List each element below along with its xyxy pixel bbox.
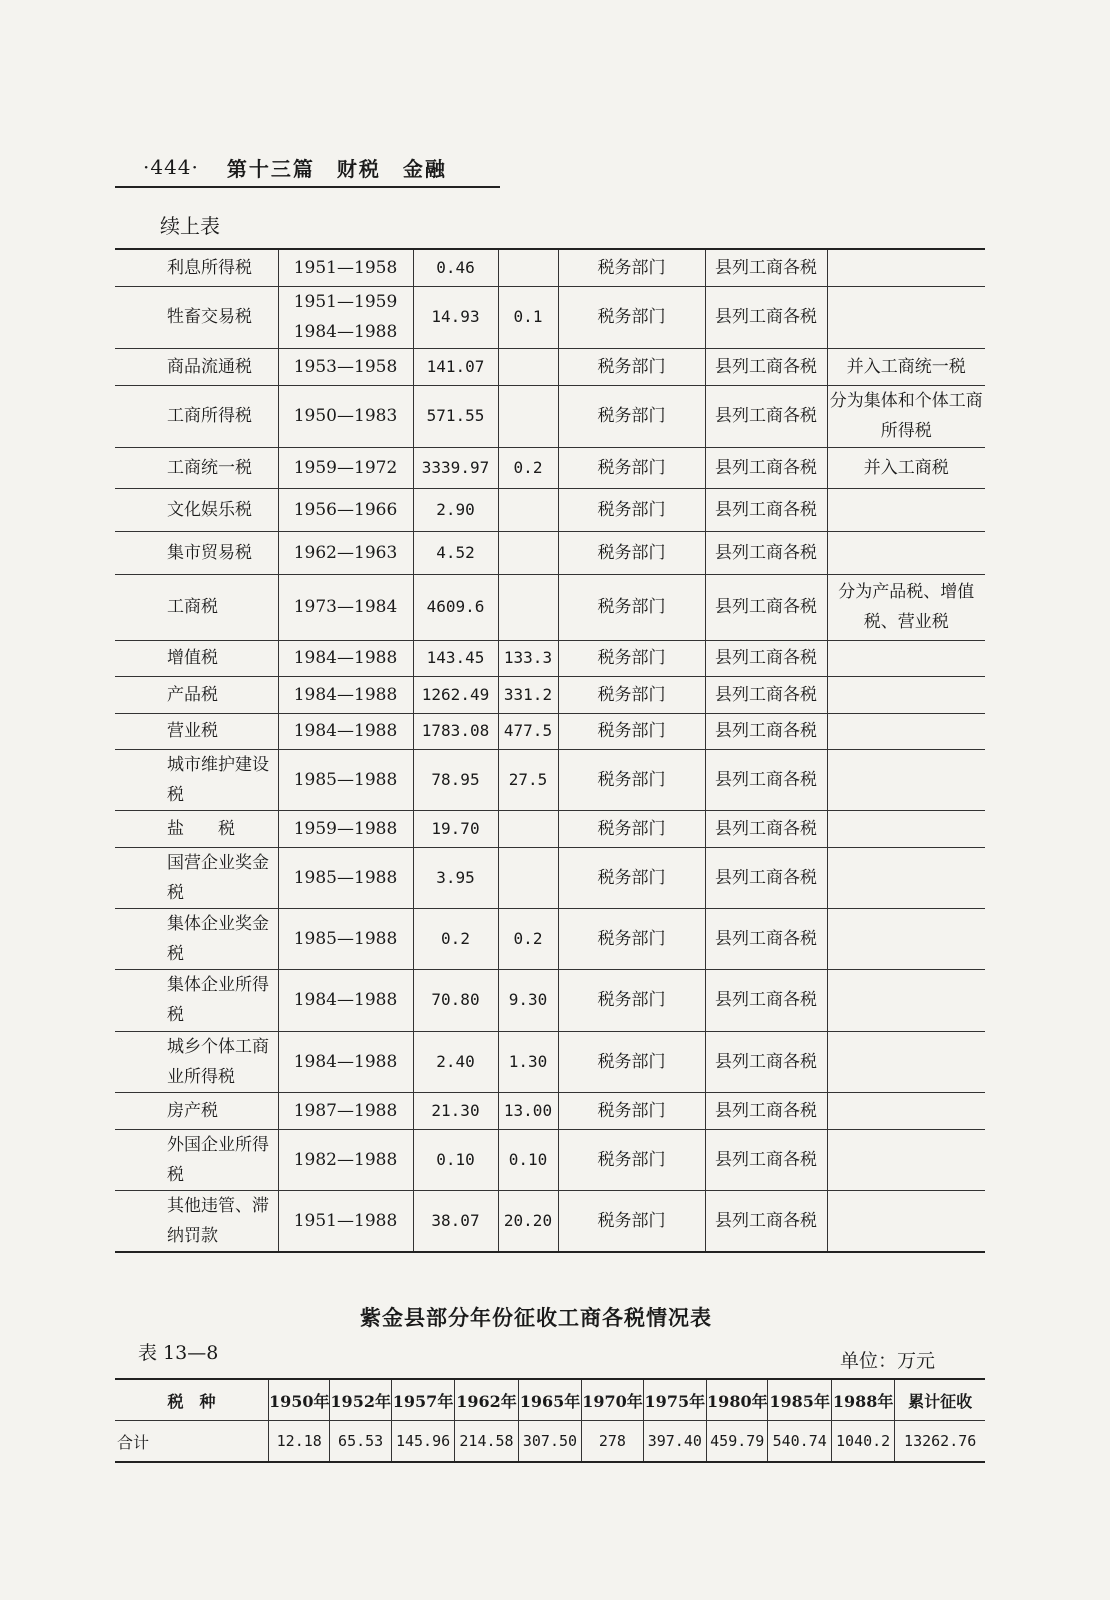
table-row: [115, 488, 985, 531]
table-cell: 459.79: [707, 1421, 768, 1463]
period: [278, 385, 413, 447]
table-row: [115, 531, 985, 574]
tax-name: 城乡个体工商业所得税: [115, 1031, 278, 1092]
amount: 1783.08: [413, 713, 498, 749]
period: [278, 969, 413, 1031]
table-row: [115, 1129, 985, 1190]
amount: 0.2: [413, 908, 498, 969]
period-range: 1950—1983: [293, 406, 398, 426]
department: 税务部门: [558, 385, 705, 447]
tax-name: 外国企业所得税: [115, 1129, 278, 1190]
amount: 3.95: [413, 847, 498, 908]
amount-1988: 27.5: [498, 749, 558, 810]
tax-name: 营业税: [115, 713, 278, 749]
table-cell: 214.58: [455, 1421, 518, 1463]
period-range: 1951—1959: [293, 292, 398, 312]
category: 县列工商各税: [705, 713, 827, 749]
table-row: [115, 574, 985, 640]
column-header: 1952年: [330, 1379, 391, 1421]
amount: 571.55: [413, 385, 498, 447]
note: 并入工商统一税: [827, 348, 985, 385]
amount-1988: 0.1: [498, 286, 558, 348]
tax-name: 商品流通税: [115, 348, 278, 385]
column-header: 1962年: [455, 1379, 518, 1421]
period: [278, 749, 413, 810]
page-number: ·444·: [143, 155, 199, 179]
note: 并入工商税: [827, 447, 985, 488]
category: 县列工商各税: [705, 249, 827, 286]
note: [827, 713, 985, 749]
period: [278, 574, 413, 640]
department: 税务部门: [558, 676, 705, 713]
amount-1988: [498, 810, 558, 847]
period-range: 1985—1988: [293, 928, 398, 949]
department: 税务部门: [558, 749, 705, 810]
department: 税务部门: [558, 810, 705, 847]
tax-name: 工商所得税: [115, 385, 278, 447]
note: 分为产品税、增值税、营业税: [827, 574, 985, 640]
note: [827, 969, 985, 1031]
tax-name: 集体企业所得税: [115, 969, 278, 1031]
period-range: 1984—1988: [293, 648, 398, 668]
period: [278, 847, 413, 908]
table2-number: 表 13—8: [138, 1342, 219, 1364]
amount-1988: 13.00: [498, 1092, 558, 1129]
department: 税务部门: [558, 1031, 705, 1092]
tax-name: 国营企业奖金税: [115, 847, 278, 908]
period: [278, 640, 413, 676]
tax-name: 牲畜交易税: [115, 286, 278, 348]
tax-name: 城市维护建设税: [115, 749, 278, 810]
tax-collection-by-year-table: [115, 1378, 985, 1463]
amount: 4.52: [413, 531, 498, 574]
period: [278, 348, 413, 385]
column-header: 1988年: [831, 1379, 894, 1421]
table-row: [115, 810, 985, 847]
column-header: 1980年: [707, 1379, 768, 1421]
period: [278, 1031, 413, 1092]
period-range: 1973—1984: [293, 597, 398, 617]
amount: 38.07: [413, 1190, 498, 1252]
category: 县列工商各税: [705, 1129, 827, 1190]
category: 县列工商各税: [705, 676, 827, 713]
note: [827, 676, 985, 713]
note: [827, 531, 985, 574]
amount-1988: 133.3: [498, 640, 558, 676]
table-cell: 540.74: [768, 1421, 831, 1463]
note: [827, 640, 985, 676]
amount-1988: 20.20: [498, 1190, 558, 1252]
table-row: [115, 969, 985, 1031]
period-range: 1953—1958: [293, 356, 398, 377]
amount: 1262.49: [413, 676, 498, 713]
department: 税务部门: [558, 713, 705, 749]
tax-name: 增值税: [115, 640, 278, 676]
period-range: 1959—1988: [293, 818, 398, 839]
note: [827, 1092, 985, 1129]
tax-name: 集市贸易税: [115, 531, 278, 574]
category: 县列工商各税: [705, 749, 827, 810]
table-row: [115, 908, 985, 969]
department: 税务部门: [558, 908, 705, 969]
note: [827, 488, 985, 531]
table-row: [115, 447, 985, 488]
column-header: 1975年: [643, 1379, 706, 1421]
column-header: 1985年: [768, 1379, 831, 1421]
column-header: 税 种: [115, 1379, 269, 1421]
note: 分为集体和个体工商所得税: [827, 385, 985, 447]
department: 税务部门: [558, 847, 705, 908]
department: 税务部门: [558, 640, 705, 676]
chapter-title: 第十三篇 财税 金融: [226, 156, 447, 181]
amount-1988: [498, 531, 558, 574]
table-row: [115, 249, 985, 286]
table-row: [115, 348, 985, 385]
table-cell: 13262.76: [904, 1432, 977, 1450]
table2-unit: 单位：万元: [840, 1350, 936, 1372]
table-cell: 397.40: [643, 1421, 706, 1463]
table-cell: 12.18: [269, 1421, 330, 1463]
category: 县列工商各税: [705, 969, 827, 1031]
category: 县列工商各税: [705, 908, 827, 969]
category: 县列工商各税: [705, 1092, 827, 1129]
amount-1988: [498, 847, 558, 908]
amount: 141.07: [413, 348, 498, 385]
table-row: [115, 1031, 985, 1092]
period-range: 1985—1988: [293, 867, 398, 888]
period: [278, 1092, 413, 1129]
category: 县列工商各税: [705, 286, 827, 348]
note: [827, 749, 985, 810]
period-range: 1951—1988: [293, 1210, 398, 1231]
note: [827, 249, 985, 286]
table-row: [115, 286, 985, 348]
row-label: 合计: [115, 1421, 269, 1463]
tax-name: 工商统一税: [115, 447, 278, 488]
continued-label: 续上表: [160, 214, 220, 238]
table-cell: 145.96: [391, 1421, 454, 1463]
period: [278, 713, 413, 749]
department: 税务部门: [558, 286, 705, 348]
period: [278, 810, 413, 847]
department: 税务部门: [558, 1190, 705, 1252]
category: 县列工商各税: [705, 447, 827, 488]
period-range: 1959—1972: [293, 457, 398, 478]
table-row: [115, 640, 985, 676]
amount: 14.93: [413, 286, 498, 348]
category: 县列工商各税: [705, 488, 827, 531]
amount: 0.10: [413, 1129, 498, 1190]
period: [278, 447, 413, 488]
period-range: 1982—1988: [293, 1149, 398, 1170]
page-header: [115, 148, 500, 188]
tax-name: 工商税: [115, 574, 278, 640]
amount: 70.80: [413, 969, 498, 1031]
table-row: [115, 1190, 985, 1252]
category: 县列工商各税: [705, 1190, 827, 1252]
period-range: 1984—1988: [293, 721, 398, 741]
tax-name: 房产税: [115, 1092, 278, 1129]
amount-1988: 9.30: [498, 969, 558, 1031]
amount: 2.40: [413, 1031, 498, 1092]
period: [278, 531, 413, 574]
amount-1988: 0.10: [498, 1129, 558, 1190]
column-header: 1970年: [582, 1379, 643, 1421]
tax-name: 文化娱乐税: [115, 488, 278, 531]
amount: 0.46: [413, 249, 498, 286]
period-range: 1956—1966: [293, 499, 398, 520]
note: [827, 908, 985, 969]
period: [278, 908, 413, 969]
tax-name: 利息所得税: [115, 249, 278, 286]
note: [827, 847, 985, 908]
period-range: 1987—1988: [293, 1100, 398, 1121]
period: [278, 249, 413, 286]
period: [278, 1129, 413, 1190]
department: 税务部门: [558, 447, 705, 488]
department: 税务部门: [558, 348, 705, 385]
category: 县列工商各税: [705, 348, 827, 385]
amount-1988: [498, 249, 558, 286]
amount-1988: [498, 348, 558, 385]
note: [827, 1129, 985, 1190]
department: 税务部门: [558, 969, 705, 1031]
period: [278, 488, 413, 531]
amount: 4609.6: [413, 574, 498, 640]
department: 税务部门: [558, 1092, 705, 1129]
table-row: [115, 676, 985, 713]
note: [827, 1190, 985, 1252]
period-range: 1984—1988: [293, 322, 398, 342]
period-range: 1984—1988: [293, 1051, 398, 1072]
tax-name: 集体企业奖金税: [115, 908, 278, 969]
category: 县列工商各税: [705, 574, 827, 640]
tax-items-table: [115, 248, 985, 1253]
table-row: [115, 749, 985, 810]
column-header: 累计征收: [895, 1379, 985, 1421]
table-row: [115, 385, 985, 447]
amount-1988: 0.2: [498, 447, 558, 488]
amount: 2.90: [413, 488, 498, 531]
category: 县列工商各税: [705, 640, 827, 676]
period-range: 1951—1958: [293, 257, 398, 278]
note: [827, 1031, 985, 1092]
department: 税务部门: [558, 574, 705, 640]
amount-1988: 477.5: [498, 713, 558, 749]
table-row: [115, 713, 985, 749]
period-range: 1984—1988: [293, 684, 398, 705]
department: 税务部门: [558, 249, 705, 286]
amount: 19.70: [413, 810, 498, 847]
category: 县列工商各税: [705, 385, 827, 447]
column-header: 1965年: [518, 1379, 581, 1421]
note: [827, 810, 985, 847]
amount: 3339.97: [413, 447, 498, 488]
amount: 78.95: [413, 749, 498, 810]
column-header: 1950年: [269, 1379, 330, 1421]
category: 县列工商各税: [705, 847, 827, 908]
period: [278, 676, 413, 713]
amount-1988: [498, 385, 558, 447]
period-range: 1962—1963: [293, 542, 398, 563]
amount-1988: 0.2: [498, 908, 558, 969]
amount: 21.30: [413, 1092, 498, 1129]
period-range: 1984—1988: [293, 990, 398, 1010]
amount-1988: [498, 574, 558, 640]
category: 县列工商各税: [705, 1031, 827, 1092]
department: 税务部门: [558, 1129, 705, 1190]
category: 县列工商各税: [705, 531, 827, 574]
table-row: [115, 1092, 985, 1129]
amount-1988: 1.30: [498, 1031, 558, 1092]
period-range: 1985—1988: [293, 769, 398, 790]
category: 县列工商各税: [705, 810, 827, 847]
amount-1988: [498, 488, 558, 531]
period: [278, 1190, 413, 1252]
table-cell: 1040.2: [831, 1421, 894, 1463]
table-cell: 65.53: [330, 1421, 391, 1463]
amount: 143.45: [413, 640, 498, 676]
department: 税务部门: [558, 488, 705, 531]
table2-title: 紫金县部分年份征收工商各税情况表: [360, 1305, 712, 1330]
amount-1988: 331.2: [498, 676, 558, 713]
tax-name: 盐 税: [115, 810, 278, 847]
note: [827, 286, 985, 348]
column-header: 1957年: [391, 1379, 454, 1421]
table-row: [115, 847, 985, 908]
period: [278, 286, 413, 348]
tax-name: 其他违管、滞纳罚款: [115, 1190, 278, 1252]
department: 税务部门: [558, 531, 705, 574]
table-cell: 307.50: [518, 1421, 581, 1463]
tax-name: 产品税: [115, 676, 278, 713]
table-cell: 278: [582, 1421, 643, 1463]
